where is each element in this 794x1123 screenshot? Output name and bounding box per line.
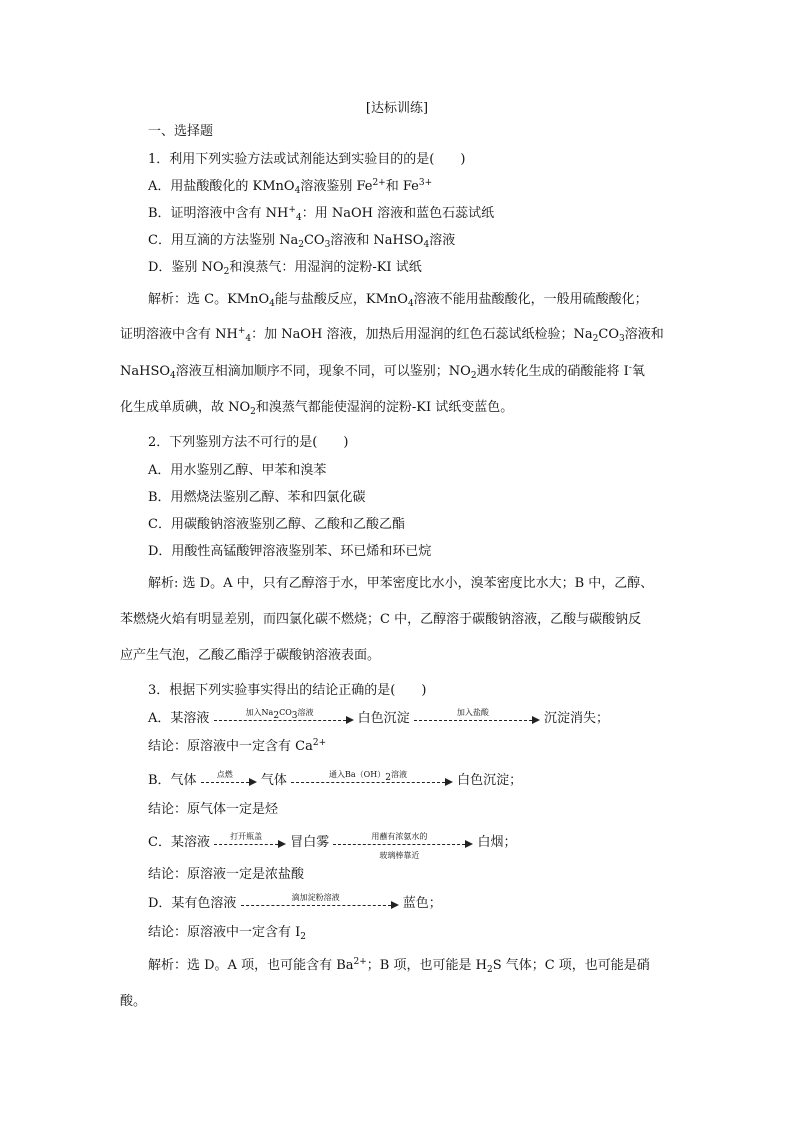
reaction-arrow (214, 832, 286, 851)
q3-answer-line-2: 酸。 (120, 994, 147, 1009)
q2-answer-line-3: 应产生气泡，乙酸乙酯浮于碳酸钠溶液表面。 (120, 648, 381, 663)
q1-option-c: C．用互滴的方法鉴别 $Na_2CO_3$溶液和 NaHSO$_4$溶液 (148, 233, 456, 250)
q1-option-a: A．用盐酸酸化的 KMnO$_4$溶液鉴别 $Fe^{2+}$和 $Fe^{3+}$ (148, 178, 433, 196)
reaction-arrow (414, 708, 540, 727)
q3-conclusion-b: 结论：原气体一定是烃 (148, 802, 279, 817)
q2-option-a: A．用水鉴别乙醇、甲苯和溴苯 (148, 463, 327, 478)
arrow-label: 加入盐酸 (456, 708, 489, 717)
q2-option-b: B．用燃烧法鉴别乙醇、苯和四氯化碳 (148, 490, 366, 505)
arrow-label: 加入$Na_2CO_3$溶液 (245, 708, 314, 721)
q2-option-d: D．用酸性高锰酸钾溶液鉴别苯、环已烯和环已烷 (148, 544, 432, 559)
q3-stem: 3．根据下列实验事实得出的结论正确的是( ) (148, 683, 427, 698)
q1-answer-line-4: 化生成单质碘，故 $NO_2$和溴蒸气都能使湿润的淀粉-KI 试纸变蓝色。 (120, 400, 514, 417)
arrow-label: 点燃 (216, 770, 233, 779)
q3-option-d: D．某有色溶液 滴加淀粉溶液 蓝色； (148, 896, 442, 912)
arrow-label: 通入$Ba(OH)_2$溶液 (329, 770, 407, 783)
arrow-label: 滴加淀粉溶液 (291, 893, 340, 902)
q3-option-b: B．气体 点燃 气体 通入$Ba(OH)_2$溶液 白色沉淀； (148, 773, 522, 789)
arrow-label: 用蘸有浓氨水的 (371, 832, 428, 841)
q1-option-d: D．鉴别 $NO_2$和溴蒸气：用湿润的淀粉-KI 试纸 (148, 260, 422, 277)
q2-stem: 2．下列鉴别方法不可行的是( ) (148, 435, 349, 450)
q3-conclusion-d: 结论：原溶液中一定含有 $I_2$ (148, 925, 307, 942)
arrow-label: 打开瓶盖 (230, 832, 263, 841)
q2-answer-line-2: 苯燃烧火焰有明显差别，而四氯化碳不燃烧；C 中，乙醇溶于碳酸钠溶液，乙酸与碳酸钠反 (120, 612, 642, 627)
q1-option-b: B．证明溶液中含有 $NH^+_4$：用 NaOH 溶液和蓝色石蕊试纸 (148, 205, 495, 223)
page-title: [达标训练] (365, 101, 429, 116)
q3-conclusion-c: 结论：原溶液一定是浓盐酸 (148, 867, 305, 882)
q1-answer-line-3: NaHSO$_4$溶液互相滴加顺序不同，现象不同，可以鉴别；$NO_2$遇水转化生成的硝酸能将 I-氧 (120, 363, 645, 381)
q2-option-c: C．用碳酸钠溶液鉴别乙醇、乙酸和乙酸乙酯 (148, 517, 405, 532)
reaction-arrow (214, 708, 354, 727)
q3-option-c: C．某溶液 打开瓶盖 冒白雾 用蘸有浓氨水的 玻璃棒靠近 白烟； (148, 835, 517, 851)
reaction-arrow (333, 832, 473, 860)
q3-conclusion-a: 结论：原溶液中一定含有 $Ca^{2+}$ (148, 738, 327, 754)
arrow-label-below: 玻璃棒靠近 (379, 851, 420, 860)
reaction-arrow (291, 770, 453, 789)
q3-option-a: A．某溶液 加入$Na_2CO_3$溶液 白色沉淀 加入盐酸 沉淀消失； (148, 711, 609, 727)
q2-answer-line-1: 解析: 选 D。A 中，只有乙醇溶于水，甲苯密度比水小，溴苯密度比水大；B 中，乙醇、 (148, 576, 654, 591)
q1-answer-line-2: 证明溶液中含有 $NH^+_4$：加 NaOH 溶液，加热后用湿润的红色石蕊试纸检验；$Na_2CO_3$溶液和 (120, 326, 664, 344)
q1-answer-line-1: 解析：选 C。KMnO$_4$能与盐酸反应，KMnO$_4$溶液不能用盐酸酸化，一般用硫酸酸化； (148, 292, 648, 309)
q1-stem: 1．利用下列实验方法或试剂能达到实验目的的是( ) (148, 152, 466, 167)
reaction-arrow (201, 770, 257, 789)
section-heading: 一、选择题 (148, 124, 214, 139)
q3-answer-line-1: 解析：选 D。A 项，也可能含有 $Ba^{2+}$；B 项，也可能是 $H_2S$ 气体；C 项，也可能是硝 (148, 957, 650, 975)
